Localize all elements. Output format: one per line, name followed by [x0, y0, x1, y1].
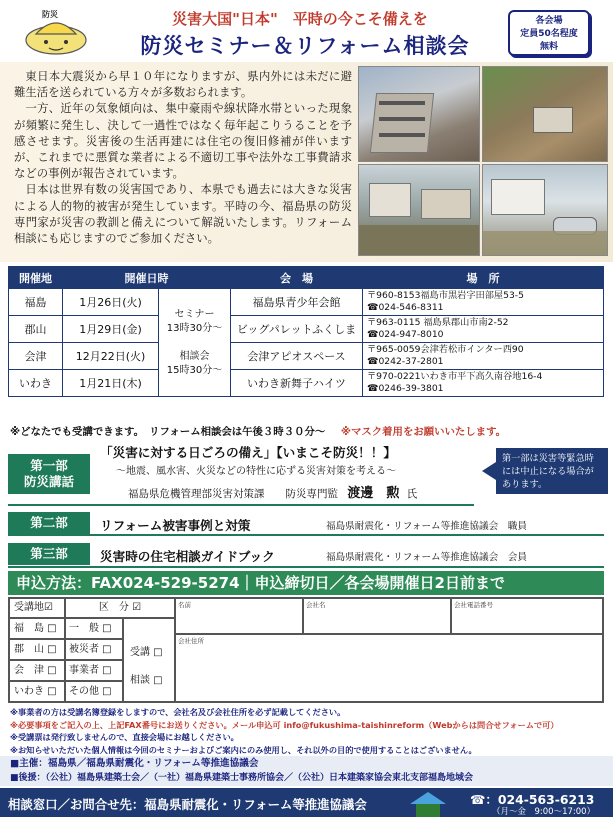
course-checkbox-consult[interactable]: 相談 □ [130, 675, 163, 686]
part1-section [8, 440, 474, 506]
arrow-icon [482, 462, 496, 480]
badge-line2: 定員50名程度 [520, 29, 578, 39]
part1-label2: 防災講話 [23, 474, 74, 489]
name-field[interactable] [175, 598, 303, 634]
notes [10, 706, 608, 756]
category-checkbox-general[interactable]: 一 般 □ [65, 618, 123, 639]
support-line: ■後援：（公社）福島県建築士会／（一社）福島県建築士事務所協会／（公社）日本建築家協会東北支部福島地域会 [10, 773, 474, 783]
contact-phone[interactable]: ☎：024-563-6213 [470, 792, 595, 807]
category-checkbox-victim[interactable]: 被災者 □ [65, 639, 123, 660]
part3-section [8, 540, 604, 568]
flood-photo [358, 164, 480, 256]
course-checkbox-seminar[interactable]: 受講 □ [130, 647, 163, 658]
row-city: 福島 [9, 289, 63, 316]
time-cell [159, 289, 231, 397]
row-tel: ☎024-947-8010 [367, 329, 444, 340]
collapsed-building-photo [358, 66, 480, 162]
badge-line1: 各会場 [535, 16, 563, 26]
phone-label: 会社電話番号 [454, 601, 493, 609]
part1-speaker-honor: 氏 [406, 488, 418, 500]
phone-field[interactable] [451, 598, 603, 634]
row-date: 1月26日(火) [63, 289, 159, 316]
house-logo-icon [406, 790, 450, 817]
part3-org: 福島県耐震化・リフォーム等推進協議会 会員 [326, 552, 527, 563]
intro-paragraph: 日本は世界有数の災害国であり、本県でも過去には大きな災害による人的物的被害が発生しています。平時の今、福島県の防災専門家が災害の教訓と備えについて解説いたします。リフォーム相談にも応じますのでご参加ください。 [14, 182, 352, 246]
part1-speaker-name: 渡邊 勲 [347, 486, 400, 501]
time-seminar: セミナー [174, 308, 215, 320]
contact-hours: （月～金 9:00～17:00） [492, 807, 596, 817]
row-city: 会津 [9, 343, 63, 370]
row-venue: 福島県青少年会館 [231, 289, 363, 316]
notice-text: ※どなたでも受講できます。 リフォーム相談会は午後３時３０分～ [10, 426, 326, 438]
row-date: 12月22日(火) [63, 343, 159, 370]
header-address: 場 所 [363, 267, 604, 289]
application-form [8, 597, 604, 703]
row-venue: ビッグパレットふくしま [231, 316, 363, 343]
venue-checkbox-koriyama[interactable]: 郡 山 □ [9, 639, 65, 660]
part2-label: 第二部 [8, 512, 90, 534]
company-field[interactable] [303, 598, 451, 634]
time-consult: 相談会 [179, 350, 210, 362]
row-venue: 会津アピオスペース [231, 343, 363, 370]
address-label: 会社住所 [178, 637, 204, 645]
flooded-cars-photo [482, 164, 608, 256]
intro-paragraph: 一方、近年の気象傾向は、集中豪雨や線状降水帯といった現象が頻繁に発生し、決して一過性ではなく毎年起こりうることを予感させます。災害後の生活再建には住宅の復旧修補が伴いますが、これまでに悪質な業者による不適切工事や法外な工事費請求などの事例が報告されています。 [14, 101, 352, 181]
logo-text: 防災 [42, 10, 58, 19]
venue-checkbox-fukushima[interactable]: 福 島 □ [9, 618, 65, 639]
note-4: ※お知らせいただいた個人情報は今回のセミナーおよびご案内にのみ使用し、それ以外の目的で使用することはございません。 [10, 744, 477, 755]
schedule-table [8, 266, 604, 397]
time-seminar-time: 13時30分～ [166, 322, 223, 334]
landslide-photo [482, 66, 608, 162]
row-address [363, 289, 604, 316]
table-row [9, 289, 604, 316]
row-addr: 〒965-0059会津若松市インター西90 [367, 344, 524, 355]
part1-label1: 第一部 [30, 458, 68, 473]
note-3: ※受講票は発行致しませんので、直接会場にお越しください。 [10, 732, 239, 742]
part1-label [8, 454, 90, 494]
part3-title: 災害時の住宅相談ガイドブック [100, 549, 275, 564]
notice-line [10, 423, 610, 438]
row-date: 1月29日(金) [63, 316, 159, 343]
row-address [363, 370, 604, 397]
contact-bar [0, 788, 613, 817]
venue-checkbox-aizu[interactable]: 会 津 □ [9, 660, 65, 681]
subtitle: 災害大国"日本" 平時の今こそ備えを [172, 10, 428, 28]
category-header: 区 分 ☑ [65, 598, 175, 618]
host-line: ■主催：福島県／福島県耐震化・リフォーム等推進協議会 [10, 758, 259, 769]
venue-header: 受講地☑ [9, 598, 65, 618]
row-addr: 〒963-0115 福島県郡山市南2-52 [367, 317, 509, 328]
table-row [9, 343, 604, 370]
part1-side-note: 第一部は災害等緊急時には中止になる場合があります。 [496, 448, 608, 494]
row-address [363, 343, 604, 370]
part2-title: リフォーム被害事例と対策 [100, 518, 251, 533]
header-city: 開催地 [9, 267, 63, 289]
header-venue: 会 場 [231, 267, 363, 289]
header-datetime: 開催日時 [63, 267, 231, 289]
disaster-photos [358, 66, 608, 256]
page-title: 防災セミナー＆リフォーム相談会 [140, 34, 470, 58]
name-label: 名前 [178, 601, 191, 609]
part1-title: 「災害に対する日ごろの備え」【いまこそ防災！！】 [100, 445, 396, 460]
row-city: いわき [9, 370, 63, 397]
course-checkboxes [123, 618, 175, 702]
part2-org: 福島県耐震化・リフォーム等推進協議会 職員 [326, 521, 527, 532]
mask-notice: ※マスク着用をお願いいたします。 [340, 426, 507, 438]
schedule-table-wrap [8, 266, 604, 397]
category-checkbox-business[interactable]: 事業者 □ [65, 660, 123, 681]
part1-subtitle: ～地震、風水害、火災などの特性に応ずる災害対策を考える～ [116, 466, 396, 477]
part1-speaker [128, 482, 417, 501]
row-venue: いわき新舞子ハイツ [231, 370, 363, 397]
row-city: 郡山 [9, 316, 63, 343]
part1-speaker-org: 福島県危機管理部災害対策課 防災専門監 [128, 488, 338, 500]
contact-text: 相談窓口／お問合せ先：福島県耐震化・リフォーム等推進協議会 [8, 797, 367, 812]
intro-paragraph: 東日本大震災から早１０年になりますが、県内外には未だに避難生活を送られている方々が多数おられます。 [14, 69, 352, 100]
category-checkbox-other[interactable]: その他 □ [65, 681, 123, 702]
company-label: 会社名 [306, 601, 326, 609]
row-addr: 〒970-0221いわき市平下高久南谷地16-4 [367, 371, 543, 382]
row-tel: ☎0242-37-2801 [367, 356, 444, 367]
header [0, 0, 613, 62]
intro-section [0, 62, 613, 262]
note-1: ※事業者の方は受講名簿登録をしますので、会社名及び会社住所を必ず記載してください。 [10, 707, 346, 717]
row-addr: 〒960-8153福島市黒岩字田部屋53-5 [367, 290, 524, 301]
part3-label: 第三部 [8, 543, 90, 565]
venue-checkbox-iwaki[interactable]: いわき □ [9, 681, 65, 702]
part2-section [8, 510, 604, 536]
row-tel: ☎0246-39-3801 [367, 383, 444, 394]
row-tel: ☎024-546-8311 [367, 302, 444, 313]
address-field[interactable] [175, 634, 603, 702]
row-date: 1月21日(木) [63, 370, 159, 397]
table-header-row [9, 267, 604, 289]
apply-bar: 申込方法：FAX024-529-5274｜申込締切日／各会場開催日2日前まで [8, 571, 604, 595]
table-row [9, 370, 604, 397]
host-info [0, 756, 613, 786]
row-address [363, 316, 604, 343]
note-2: ※必要事項をご記入の上、上記FAX番号にお送りください。メール申込可 info@fukushima-taishinreform（Webからは問合せフォームで可） [10, 719, 559, 730]
badge-line3: 無料 [539, 42, 558, 52]
table-row [9, 316, 604, 343]
free-badge [508, 10, 590, 56]
time-consult-time: 15時30分～ [166, 364, 223, 376]
intro-text [14, 68, 352, 246]
